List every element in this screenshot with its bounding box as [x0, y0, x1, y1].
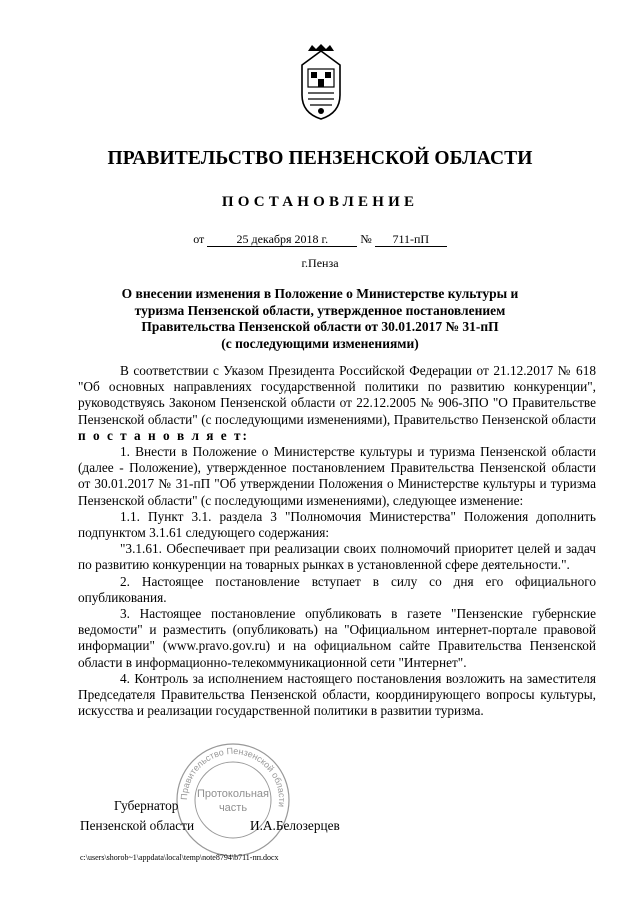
subject-line: (с последующими изменениями)	[221, 335, 419, 351]
date-prefix: от	[193, 232, 205, 246]
document-date: 25 декабря 2018 г.	[207, 233, 357, 247]
date-number-line	[0, 232, 640, 247]
official-stamp	[173, 740, 293, 860]
resolving-verb: п о с т а н о в л я е т:	[78, 427, 249, 443]
government-title: ПРАВИТЕЛЬСТВО ПЕНЗЕНСКОЙ ОБЛАСТИ	[107, 148, 533, 169]
stamp-label: Протокольная	[196, 788, 270, 800]
stamp-ring-text: Правительство Пензенской области	[178, 745, 288, 808]
city: г.Пенза	[301, 256, 339, 270]
file-path: c:\users\shorob~1\appdata\local\temp\note8794\b711-пп.docx	[80, 853, 279, 862]
paragraph: 2. Настоящее постановление вступает в силу со дня его официального опубликования.	[78, 573, 596, 605]
document-subject	[90, 286, 550, 352]
subject-line: туризма Пензенской области, утвержденное постановлением	[134, 302, 506, 318]
document-number: 711-пП	[375, 233, 447, 247]
signatory-name: И.А.Белозерцев	[250, 818, 340, 833]
signatory-title: Губернатор	[114, 798, 179, 813]
paragraph: 1.1. Пункт 3.1. раздела 3 "Полномочия Министерства" Положения дополнить подпунктом 3.1.61 следующего содержания:	[78, 508, 596, 541]
paragraph: 4. Контроль за исполнением настоящего постановления возложить на заместителя Председателя Правительства Пензенской области, координирующего вопросы культуры, искусства и реализации государственной политики в развитии туризма.	[78, 670, 596, 719]
subject-line: Правительства Пензенской области от 30.01.2017 № 31-пП	[141, 319, 499, 334]
paragraph: 1. Внести в Положение о Министерстве культуры и туризма Пензенской области (далее - Положение), утвержденное постановлением Правительства Пензенской области от 30.01.2017 № 31-пП "Об утверждении Положения о Министерстве культуры и туризма Пензенской области" (с последующими изменениями), следующее изменение:	[78, 444, 596, 508]
paragraph: "3.1.61. Обеспечивает при реализации своих полномочий приоритет целей и задач по развитию конкуренции на товарных рынках в установленной сфере деятельности.".	[78, 541, 596, 573]
document-type: ПОСТАНОВЛЕНИЕ	[221, 194, 419, 210]
stamp-label: часть	[218, 802, 248, 814]
paragraph: 3. Настоящее постановление опубликовать в газете "Пензенские губернские ведомости" и разместить (опубликовать) на "Официальном интернет-портале правовой информации" (www.pravo.gov.ru) и на официальном сайте Правительства Пензенской области в информационно-телекоммуникационной сети "Интернет".	[78, 606, 596, 670]
paragraph	[78, 363, 596, 444]
document-body	[78, 363, 596, 719]
coat-of-arms-icon	[296, 43, 346, 123]
subject-line: О внесении изменения в Положение о Министерстве культуры и	[121, 286, 519, 301]
signatory-region: Пензенской области	[80, 818, 195, 833]
stamp-ring-icon	[173, 740, 293, 860]
number-prefix: №	[360, 232, 372, 246]
paragraph-text: В соответствии с Указом Президента Российской Федерации от 21.12.2017 № 618 "Об основных направлениях государственной политики по развитию конкуренции", руководствуясь Законом Пензенской области от 22.12.2005 № 906-ЗПО "О Правительстве Пензенской области" (с последующими изменениями), Правительство Пензенской области	[78, 363, 596, 427]
